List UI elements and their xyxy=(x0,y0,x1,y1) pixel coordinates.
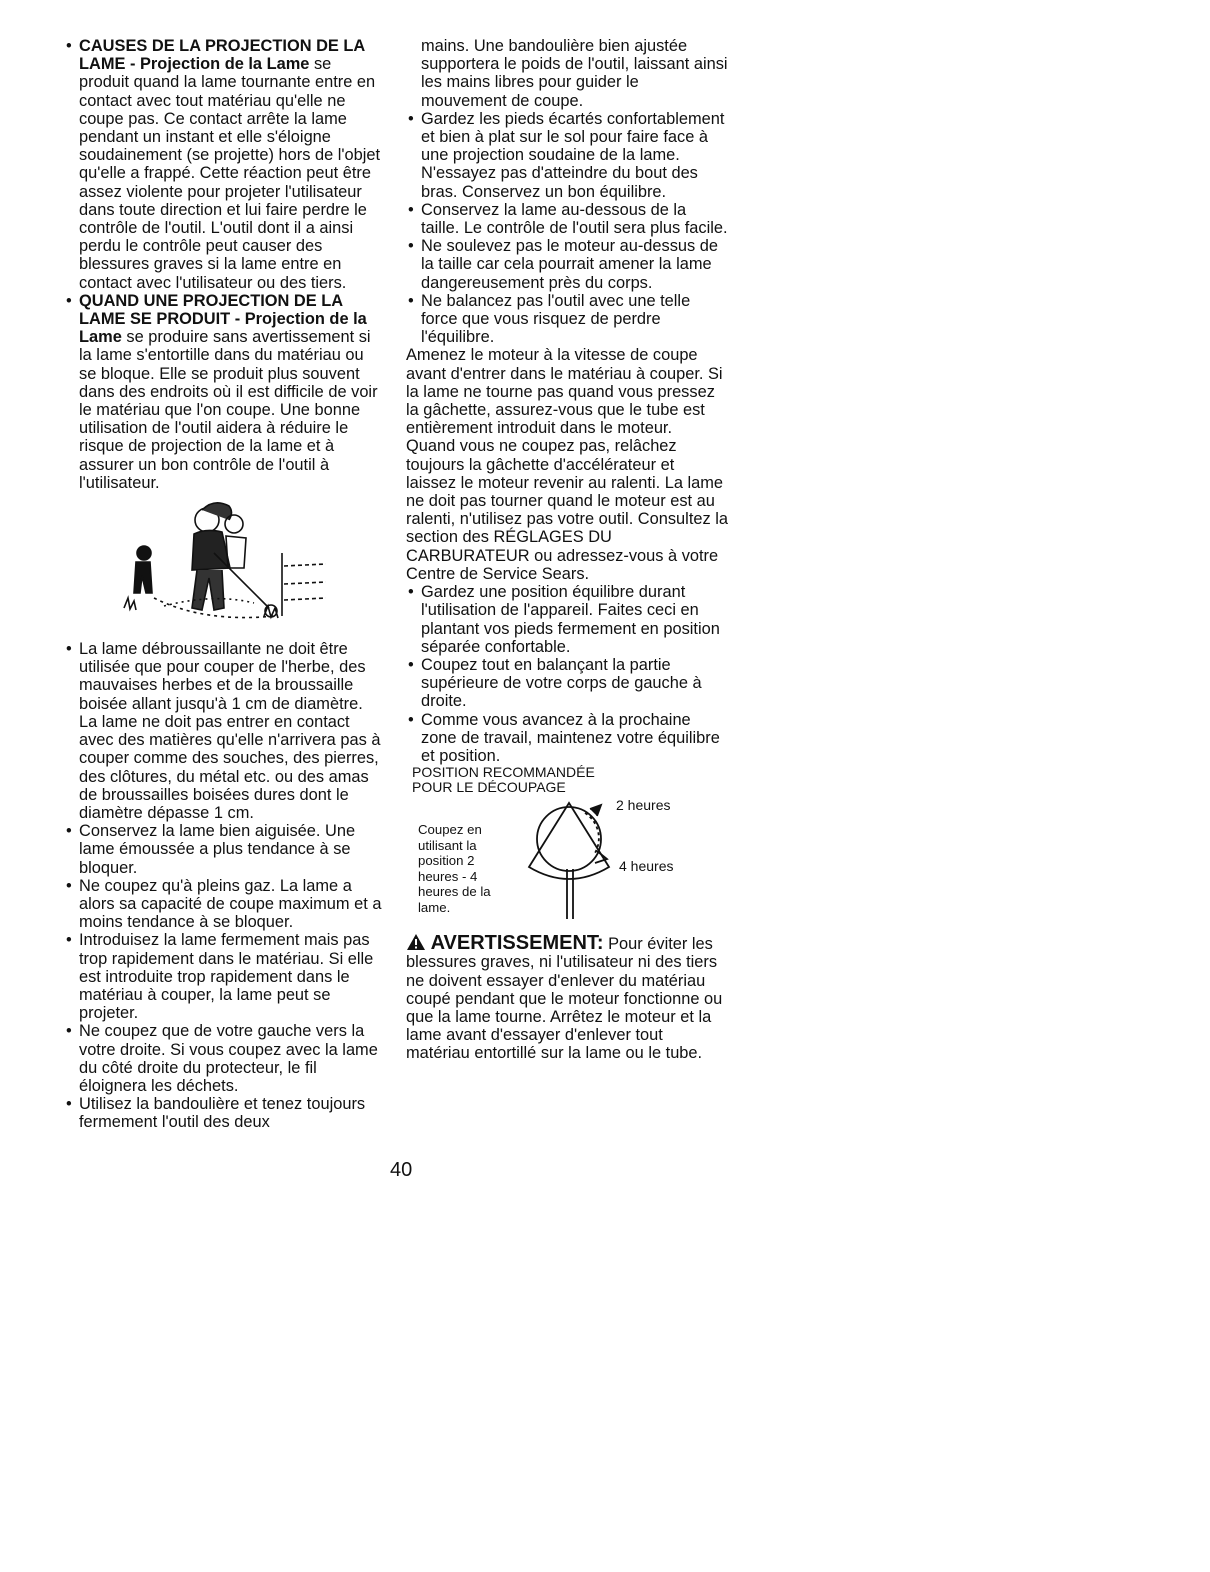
bullet-item: • Conservez la lame bien aiguisée. Une lame émoussée a plus tendance à se bloquer. xyxy=(64,822,384,877)
warning-text: Pour éviter les blessures graves, ni l'utilisateur ni des tiers ne doivent essayer d'enlever du matériau coupé pendant que le moteur fonctionne ou que la lame tourne. Arrêtez le moteur et la lame avant d'essayer d'enlever tout matériau entortillé sur la lame ou le tube. xyxy=(406,935,723,1063)
label-4-heures: 4 heures xyxy=(619,858,674,875)
bullet-item: • La lame débroussaillante ne doit être utilisée que pour couper de l'herbe, des mauvaises herbes et de la broussaille boisée allant jusqu'à 1 cm de diamètre. La lame ne doit pas entrer en contact avec des matières qu'elle n'arrivera pas à couper comme des souches, des pierres, des clôtures, du métal etc. ou des amas de broussailles boisées dures dont le diamètre dépasse 1 cm. xyxy=(64,640,384,822)
bullet-causes xyxy=(64,37,384,292)
blade-usage-bullets xyxy=(64,640,384,1131)
cutting-position-diagram xyxy=(406,765,728,927)
kickback-bullets xyxy=(64,37,384,492)
bullet-item: • Gardez les pieds écartés confortablement et bien à plat sur le sol pour faire face à une projection soudaine de la lame. N'essayez pas d'atteindre du bout des bras. Conservez un bon équilibre. xyxy=(406,110,728,201)
diagram-title xyxy=(412,765,728,795)
bullet-item: • Conservez la lame au-dessous de la taille. Le contrôle de l'outil sera plus facile. xyxy=(406,201,728,237)
bullet-quand-text: se produire sans avertissement si la lame s'entortille dans du matériau ou se bloque. Elle se produit plus souvent dans des endroits où il est difficile de voir le matériau que l'on coupe. Une bonne utilisation de l'outil aidera à réduire le risque de projection de la lame et à assurer un bon contrôle de l'outil à l'utilisateur. xyxy=(79,328,378,492)
diagram-caption: Coupez en utilisant la position 2 heures - 4 heures de la lame. xyxy=(418,822,491,915)
bullet-item: • Ne soulevez pas le moteur au-dessus de la taille car cela pourrait amener la lame dangereusement près du corps. xyxy=(406,237,728,292)
stance-bullets xyxy=(406,110,728,347)
idle-paragraph: Quand vous ne coupez pas, relâchez toujours la gâchette d'accélérateur et laissez le moteur revenir au ralenti. La lame ne doit pas tourner quand le moteur est au ralenti, n'utilisez pas votre outil. Consultez la section des RÉGLAGES DU CARBURATEUR ou adressez-vous à votre Centre de Service Sears. xyxy=(406,437,728,583)
bullet-item: • Ne coupez que de votre gauche vers la votre droite. Si vous coupez avec la lame du côté droite du protecteur, le fil éloignera les déchets. xyxy=(64,1022,384,1095)
bullet-causes-heading: CAUSES DE LA PROJECTION DE LA LAME - Projection de la Lame xyxy=(79,37,365,74)
operator-with-trimmer-drawing xyxy=(64,498,384,628)
page-number: 40 xyxy=(390,1159,413,1181)
engine-speed-paragraph: Amenez le moteur à la vitesse de coupe avant d'entrer dans le matériau à couper. Si la lame ne tourne pas quand vous pressez la gâchette, assurez-vous que le tube est entièrement introduit dans le moteur. xyxy=(406,346,723,438)
bullet-item: • Introduisez la lame fermement mais pas trop rapidement dans le matériau. Si elle est introduite trop rapidement dans le matériau à couper, la lame peut se projeter. xyxy=(64,931,384,1022)
right-column xyxy=(406,37,728,1063)
diagram-title-line2: POUR LE DÉCOUPAGE xyxy=(412,779,566,796)
diagram-title-line1: POSITION RECOMMANDÉE xyxy=(412,764,595,781)
diagram-body xyxy=(406,795,728,927)
continuation-text: mains. Une bandoulière bien ajustée supportera le poids de l'outil, laissant ainsi les mains libres pour guider le mouvement de coupe. xyxy=(421,37,728,110)
warning-triangle-icon xyxy=(406,935,431,953)
blade-clock-drawing xyxy=(511,795,621,927)
warning-block xyxy=(406,933,728,1062)
bullet-item: • Utilisez la bandoulière et tenez toujours fermement l'outil des deux xyxy=(64,1095,384,1131)
operator-illustration xyxy=(64,498,384,628)
bullet-item: • Ne coupez qu'à pleins gaz. La lame a alors sa capacité de coupe maximum et a moins tendance à se bloquer. xyxy=(64,877,384,932)
cutting-position-bullets xyxy=(406,583,728,765)
bullet-item: • Comme vous avancez à la prochaine zone de travail, maintenez votre équilibre et position. xyxy=(406,711,728,766)
bullet-quand xyxy=(64,292,384,492)
label-2-heures: 2 heures xyxy=(616,797,671,814)
bullet-causes-text: se produit quand la lame tournante entre en contact avec tout matériau qu'elle ne coupe pas. Ce contact arrête la lame pendant un instant et elle s'éloigne soudainement (se projette) hors de l'objet qu'elle a frappé. Cette réaction peut être assez violente pour projeter l'utilisateur dans toute direction et lui faire perdre le contrôle de l'outil. L'outil dont il a ainsi perdu le contrôle peut causer des blessures graves si la lame entre en contact avec l'utilisateur ou des tiers. xyxy=(79,55,381,292)
bullet-item: • Gardez une position équilibre durant l'utilisation de l'appareil. Faites ceci en plantant vos pieds fermement en position séparée confortable. xyxy=(406,583,728,656)
bullet-item: • Coupez tout en balançant la partie supérieure de votre corps de gauche à droite. xyxy=(406,656,728,711)
warning-title: AVERTISSEMENT: xyxy=(430,932,604,955)
bullet-item: • Ne balancez pas l'outil avec une telle force que vous risquez de perdre l'équilibre. xyxy=(406,292,728,347)
left-column xyxy=(64,37,384,1132)
bullet-quand-heading: QUAND UNE PROJECTION DE LA LAME SE PRODUIT - Projection de la Lame xyxy=(79,291,367,347)
